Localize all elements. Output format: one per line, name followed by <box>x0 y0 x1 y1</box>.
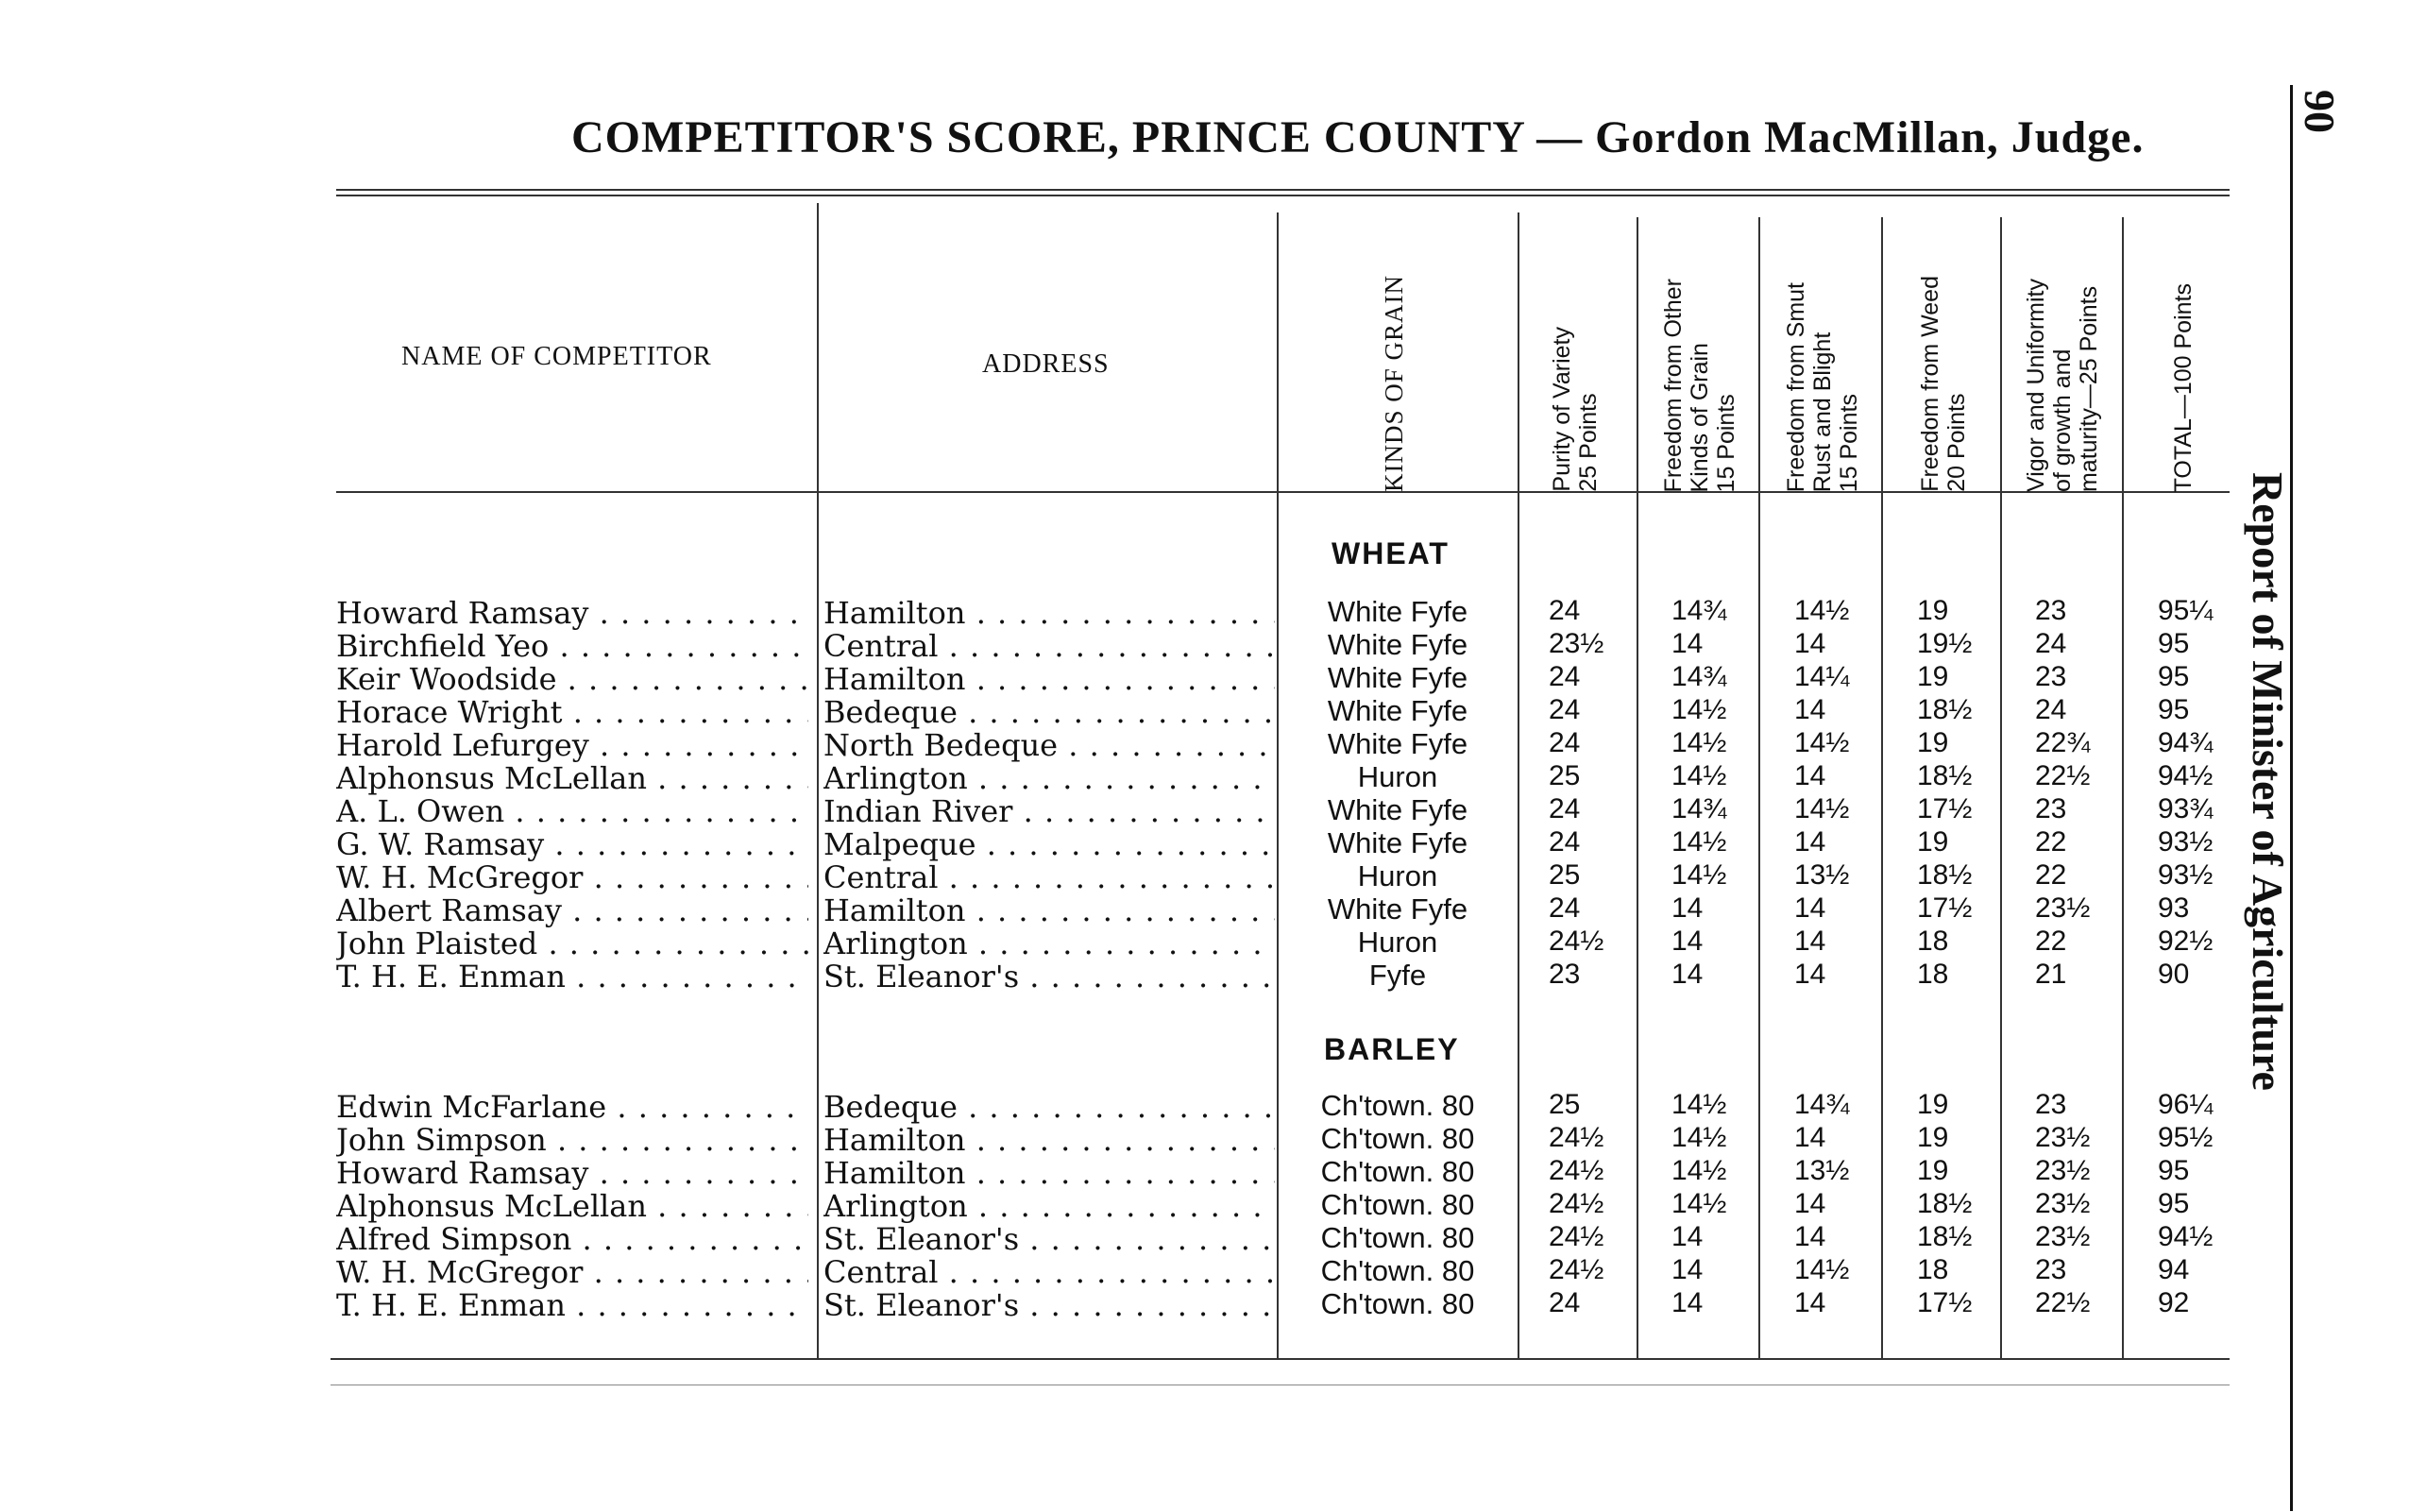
competitor-address: Hamilton . . . <box>823 892 1275 928</box>
header-freedom-other-grain: Freedom from Other Kinds of Grain 15 Points <box>1660 278 1739 492</box>
score-freedom-smut: 14 <box>1794 926 1826 957</box>
competitor-name: Howard Ramsay . . . <box>336 1155 808 1191</box>
grain-kind: White Fyfe <box>1327 727 1468 760</box>
competitor-address: Central . . . <box>823 1254 1275 1290</box>
section-label-barley: BARLEY <box>1324 1032 1460 1066</box>
grain-kind: White Fyfe <box>1327 793 1468 826</box>
competitor-name: Howard Ramsay . . . <box>336 595 808 631</box>
grain-kind: Huron <box>1357 926 1438 959</box>
competitor-name: Alfred Simpson . . . <box>336 1221 808 1257</box>
competitor-address: Indian River . . . <box>823 793 1275 829</box>
table-row <box>0 628 2409 664</box>
grain-kind: Fyfe <box>1368 959 1427 992</box>
score-freedom-weed: 18 <box>1917 1254 1949 1285</box>
score-freedom-other: 14½ <box>1671 1188 1727 1219</box>
competitor-address: Bedeque . . . <box>823 1089 1275 1125</box>
score-freedom-weed: 19 <box>1917 727 1949 758</box>
competitor-address: Bedeque . . . <box>823 694 1275 730</box>
score-freedom-weed: 19 <box>1917 661 1949 692</box>
score-vigor: 23½ <box>2035 892 2091 924</box>
score-total: 92½ <box>2158 926 2214 957</box>
table-row <box>0 1221 2409 1257</box>
score-total: 94½ <box>2158 760 2214 791</box>
competitor-name: Alphonsus McLellan . . . <box>336 1188 808 1224</box>
header-total: TOTAL—100 Points <box>2170 282 2197 492</box>
table-row <box>0 826 2409 862</box>
score-freedom-smut: 14½ <box>1794 595 1850 626</box>
competitor-name: Keir Woodside . . . <box>336 661 808 697</box>
score-purity: 24½ <box>1549 1254 1604 1285</box>
score-freedom-weed: 17½ <box>1917 793 1973 824</box>
section-label-wheat: WHEAT <box>1332 536 1450 570</box>
grain-kind: Ch'town. 80 <box>1320 1221 1475 1254</box>
header-name: NAME OF COMPETITOR <box>401 342 712 371</box>
grain-kind: White Fyfe <box>1327 826 1468 859</box>
grain-kind: Huron <box>1357 859 1438 892</box>
score-total: 95¼ <box>2158 595 2214 626</box>
score-freedom-other: 14½ <box>1671 694 1727 725</box>
header-purity: Purity of Variety 25 Points <box>1549 327 1602 492</box>
competitor-name: John Simpson . . . <box>336 1122 808 1158</box>
competitor-address: St. Eleanor's . . . <box>823 1221 1275 1257</box>
table-row <box>0 1155 2409 1191</box>
score-vigor: 23 <box>2035 595 2067 626</box>
competitor-name: Birchfield Yeo . . . <box>336 628 808 664</box>
score-freedom-smut: 14 <box>1794 826 1826 858</box>
table-row <box>0 793 2409 829</box>
score-purity: 24 <box>1549 661 1581 692</box>
score-freedom-other: 14 <box>1671 1254 1704 1285</box>
score-vigor: 22½ <box>2035 760 2091 791</box>
score-freedom-other: 14½ <box>1671 826 1727 858</box>
header-address: ADDRESS <box>982 349 1110 379</box>
header-freedom-weed: Freedom from Weed 20 Points <box>1917 276 1970 492</box>
competitor-name: T. H. E. Enman . . . <box>336 959 808 994</box>
table-row <box>0 892 2409 926</box>
score-purity: 24 <box>1549 793 1581 824</box>
score-vigor: 22¾ <box>2035 727 2091 758</box>
score-freedom-smut: 14 <box>1794 760 1826 791</box>
score-freedom-weed: 19 <box>1917 1155 1949 1186</box>
score-vigor: 22½ <box>2035 1287 2091 1318</box>
table-row <box>0 727 2409 763</box>
score-freedom-other: 14 <box>1671 1287 1704 1318</box>
score-freedom-other: 14 <box>1671 926 1704 957</box>
table-row <box>0 595 2409 631</box>
score-freedom-other: 14 <box>1671 892 1704 924</box>
score-freedom-other: 14¾ <box>1671 595 1727 626</box>
score-freedom-other: 14½ <box>1671 760 1727 791</box>
competitor-name: A. L. Owen . . . <box>336 793 808 829</box>
score-purity: 23½ <box>1549 628 1604 659</box>
table-row <box>0 661 2409 697</box>
grain-kind: Ch'town. 80 <box>1320 1188 1475 1221</box>
score-freedom-smut: 14 <box>1794 959 1826 990</box>
score-freedom-other: 14½ <box>1671 1122 1727 1153</box>
score-total: 94¾ <box>2158 727 2214 758</box>
competitor-address: Hamilton . . . <box>823 1122 1275 1158</box>
competitor-name: W. H. McGregor . . . <box>336 859 808 895</box>
score-vigor: 21 <box>2035 959 2067 990</box>
score-freedom-weed: 18½ <box>1917 859 1973 891</box>
score-vigor: 22 <box>2035 926 2067 957</box>
score-total: 95 <box>2158 628 2190 659</box>
grain-kind: Ch'town. 80 <box>1320 1155 1475 1188</box>
score-freedom-smut: 14 <box>1794 1287 1826 1318</box>
table-row <box>0 859 2409 895</box>
competitor-address: North Bedeque . . . <box>823 727 1275 763</box>
competitor-name: Harold Lefurgey . . . <box>336 727 808 763</box>
score-freedom-smut: 13½ <box>1794 1155 1850 1186</box>
score-purity: 24½ <box>1549 1155 1604 1186</box>
header-kinds-of-grain: KINDS OF GRAIN <box>1380 274 1408 492</box>
score-freedom-weed: 19 <box>1917 1089 1949 1120</box>
score-purity: 24 <box>1549 595 1581 626</box>
competitor-address: Hamilton . . . <box>823 661 1275 697</box>
table-bottom-rule <box>331 1358 2230 1360</box>
score-purity: 24½ <box>1549 1221 1604 1252</box>
score-freedom-weed: 17½ <box>1917 1287 1973 1318</box>
competitor-address: St. Eleanor's . . . <box>823 1287 1275 1323</box>
table-row <box>0 1122 2409 1158</box>
score-total: 94 <box>2158 1254 2190 1285</box>
score-freedom-weed: 19 <box>1917 826 1949 858</box>
competitor-name: John Plaisted . . . <box>336 926 808 961</box>
score-freedom-other: 14½ <box>1671 727 1727 758</box>
header-vigor: Vigor and Uniformity of growth and maturity—25 Points <box>2023 278 2102 492</box>
score-freedom-smut: 14 <box>1794 1188 1826 1219</box>
score-freedom-other: 14½ <box>1671 859 1727 891</box>
score-freedom-other: 14½ <box>1671 1089 1727 1120</box>
score-vigor: 23½ <box>2035 1122 2091 1153</box>
score-vigor: 23½ <box>2035 1221 2091 1252</box>
score-vigor: 24 <box>2035 628 2067 659</box>
competitor-address: Malpeque . . . <box>823 826 1275 862</box>
score-purity: 24½ <box>1549 1188 1604 1219</box>
score-total: 93½ <box>2158 859 2214 891</box>
competitor-address: Arlington . . . <box>823 1188 1275 1224</box>
table-row <box>0 959 2409 992</box>
score-purity: 24½ <box>1549 1122 1604 1153</box>
score-freedom-weed: 18½ <box>1917 1221 1973 1252</box>
competitor-name: G. W. Ramsay . . . <box>336 826 808 862</box>
page-number: 90 <box>2296 90 2344 133</box>
competitor-address: St. Eleanor's . . . <box>823 959 1275 994</box>
competitor-address: Arlington . . . <box>823 760 1275 796</box>
score-freedom-smut: 14¾ <box>1794 1089 1850 1120</box>
score-vigor: 23 <box>2035 1254 2067 1285</box>
score-freedom-smut: 14 <box>1794 694 1826 725</box>
competitor-address: Central . . . <box>823 859 1275 895</box>
score-purity: 25 <box>1549 760 1581 791</box>
competitor-address: Arlington . . . <box>823 926 1275 961</box>
score-freedom-smut: 14 <box>1794 1221 1826 1252</box>
score-freedom-weed: 18½ <box>1917 1188 1973 1219</box>
score-total: 95 <box>2158 1155 2190 1186</box>
score-freedom-weed: 18½ <box>1917 760 1973 791</box>
running-header: Report of Minister of Agriculture <box>2244 472 2292 1091</box>
score-freedom-other: 14 <box>1671 1221 1704 1252</box>
score-total: 90 <box>2158 959 2190 990</box>
score-total: 92 <box>2158 1287 2190 1318</box>
table-row <box>0 1188 2409 1224</box>
score-purity: 25 <box>1549 1089 1581 1120</box>
table-row <box>0 694 2409 730</box>
table-row <box>0 926 2409 959</box>
competitor-address: Hamilton . . . <box>823 1155 1275 1191</box>
score-vigor: 23 <box>2035 793 2067 824</box>
score-freedom-weed: 18 <box>1917 959 1949 990</box>
table-top-rule-inner <box>336 195 2230 196</box>
score-freedom-weed: 18 <box>1917 926 1949 957</box>
page-title: COMPETITOR'S SCORE, PRINCE COUNTY — Gordon MacMillan, Judge. <box>571 112 2145 162</box>
score-purity: 24½ <box>1549 926 1604 957</box>
competitor-name: Albert Ramsay . . . <box>336 892 808 928</box>
competitor-name: T. H. E. Enman . . . <box>336 1287 808 1323</box>
grain-kind: White Fyfe <box>1327 595 1468 628</box>
table-row <box>0 760 2409 796</box>
score-freedom-other: 14 <box>1671 959 1704 990</box>
score-freedom-smut: 14½ <box>1794 1254 1850 1285</box>
score-total: 95 <box>2158 661 2190 692</box>
grain-kind: White Fyfe <box>1327 892 1468 926</box>
score-freedom-weed: 19 <box>1917 595 1949 626</box>
table-row <box>0 1254 2409 1290</box>
grain-kind: Huron <box>1357 760 1438 793</box>
table-row <box>0 1089 2409 1125</box>
score-freedom-other: 14½ <box>1671 1155 1727 1186</box>
score-purity: 24 <box>1549 727 1581 758</box>
score-vigor: 22 <box>2035 859 2067 891</box>
competitor-address: Hamilton . . . <box>823 595 1275 631</box>
score-freedom-smut: 14 <box>1794 628 1826 659</box>
score-purity: 24 <box>1549 826 1581 858</box>
grain-kind: Ch'town. 80 <box>1320 1254 1475 1287</box>
score-freedom-smut: 14 <box>1794 1122 1826 1153</box>
score-freedom-other: 14¾ <box>1671 793 1727 824</box>
score-purity: 24 <box>1549 1287 1581 1318</box>
score-vigor: 24 <box>2035 694 2067 725</box>
table-row <box>0 1287 2409 1323</box>
score-purity: 25 <box>1549 859 1581 891</box>
competitor-name: Horace Wright . . . <box>336 694 808 730</box>
score-purity: 24 <box>1549 892 1581 924</box>
score-freedom-smut: 14½ <box>1794 793 1850 824</box>
score-purity: 23 <box>1549 959 1581 990</box>
score-freedom-other: 14 <box>1671 628 1704 659</box>
grain-kind: Ch'town. 80 <box>1320 1287 1475 1320</box>
score-total: 95½ <box>2158 1122 2214 1153</box>
score-vigor: 23½ <box>2035 1188 2091 1219</box>
score-total: 95 <box>2158 694 2190 725</box>
grain-kind: White Fyfe <box>1327 661 1468 694</box>
score-freedom-other: 14¾ <box>1671 661 1727 692</box>
score-total: 94½ <box>2158 1221 2214 1252</box>
grain-kind: Ch'town. 80 <box>1320 1122 1475 1155</box>
score-total: 93¾ <box>2158 793 2214 824</box>
score-total: 96¼ <box>2158 1089 2214 1120</box>
score-vigor: 23 <box>2035 1089 2067 1120</box>
score-purity: 24 <box>1549 694 1581 725</box>
score-freedom-weed: 19 <box>1917 1122 1949 1153</box>
grain-kind: White Fyfe <box>1327 694 1468 727</box>
competitor-name: Edwin McFarlane . . . <box>336 1089 808 1125</box>
competitor-address: Central . . . <box>823 628 1275 664</box>
score-freedom-smut: 14½ <box>1794 727 1850 758</box>
score-freedom-smut: 13½ <box>1794 859 1850 891</box>
score-total: 95 <box>2158 1188 2190 1219</box>
score-total: 93½ <box>2158 826 2214 858</box>
grain-kind: White Fyfe <box>1327 628 1468 661</box>
score-vigor: 23 <box>2035 661 2067 692</box>
score-vigor: 22 <box>2035 826 2067 858</box>
grain-kind: Ch'town. 80 <box>1320 1089 1475 1122</box>
score-freedom-smut: 14¼ <box>1794 661 1850 692</box>
score-total: 93 <box>2158 892 2190 924</box>
score-vigor: 23½ <box>2035 1155 2091 1186</box>
table-top-rule <box>336 189 2230 191</box>
score-freedom-smut: 14 <box>1794 892 1826 924</box>
competitor-name: Alphonsus McLellan . . . <box>336 760 808 796</box>
score-freedom-weed: 19½ <box>1917 628 1973 659</box>
score-freedom-weed: 17½ <box>1917 892 1973 924</box>
score-freedom-weed: 18½ <box>1917 694 1973 725</box>
header-freedom-smut: Freedom from Smut Rust and Blight 15 Points <box>1783 281 1862 492</box>
competitor-name: W. H. McGregor . . . <box>336 1254 808 1290</box>
